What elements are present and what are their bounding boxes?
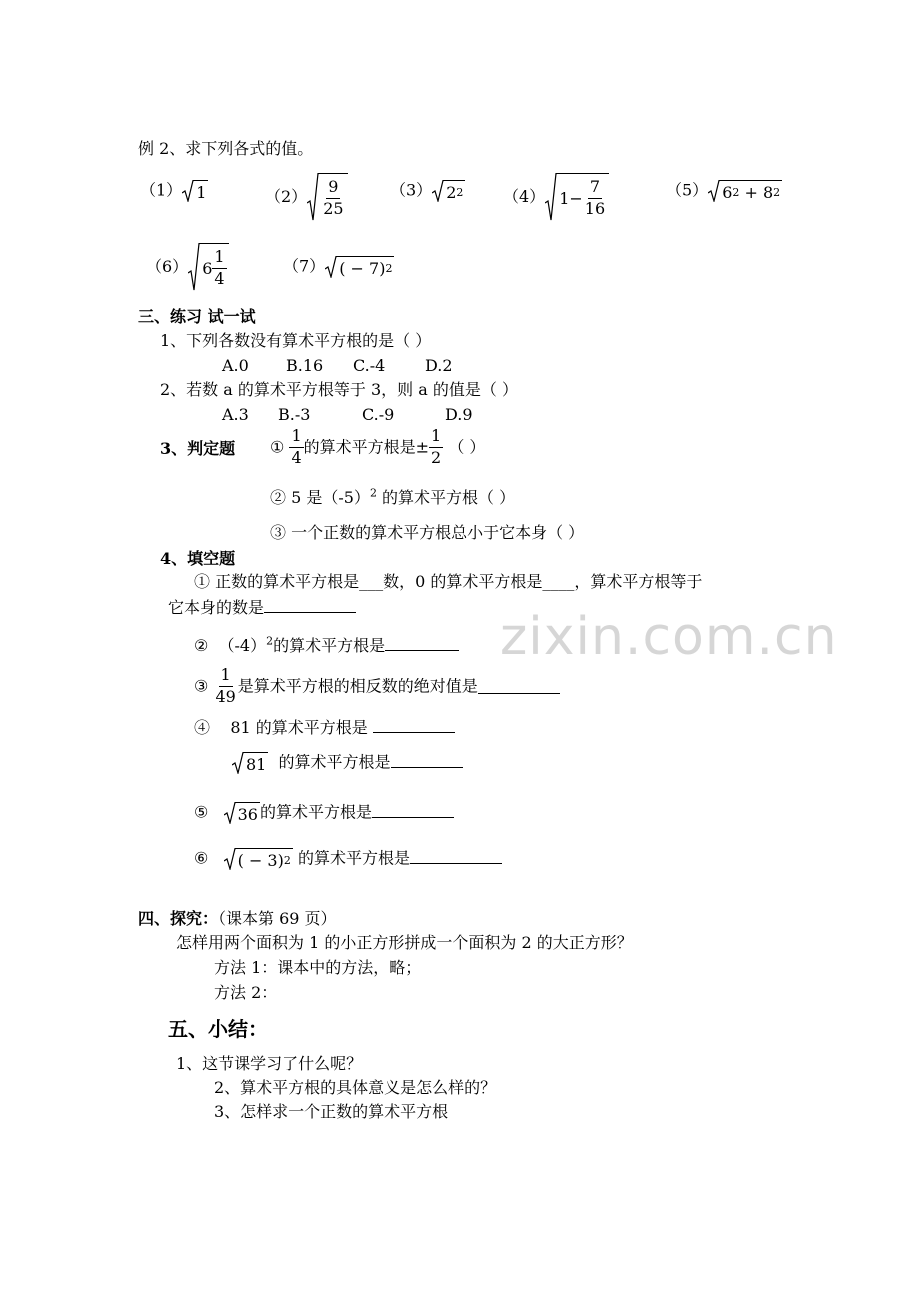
section4-heading: 四、探究： (138, 909, 219, 928)
radical: 6 2 + 8 2 (708, 180, 782, 202)
section4-method1: 方法 1：课本中的方法，略； (214, 958, 422, 977)
radical: 1 (182, 180, 208, 202)
item-label: （5） (666, 180, 709, 200)
q4-fill-5: ⑤ 36 的算术平方根是 (194, 802, 454, 824)
q1-text: 1、下列各数没有算术平方根的是（ ） (160, 331, 432, 350)
radical: 1− $\frac{7}{16}$ (545, 173, 609, 221)
summary-item-1: 1、这节课学习了什么呢？ (176, 1054, 363, 1073)
q4-fill-1-line2: 它本身的数是 (168, 598, 356, 616)
section4-heading-line (138, 911, 337, 927)
example-item-1 (140, 180, 208, 202)
q4-fill-4: ④ 81 的算术平方根是 (194, 718, 455, 736)
answer-blank[interactable] (410, 849, 502, 864)
example-item-5 (666, 180, 782, 202)
q2-text: 2、若数 a 的算术平方根等于 3，则 a 的值是（ ） (160, 380, 518, 399)
item-label: （7） (283, 256, 326, 276)
q2-option-d: D.9 (445, 405, 473, 424)
example-item-3 (390, 180, 465, 202)
section4-ref: （课本第 69 页） (218, 909, 337, 928)
fraction: $\frac{1}{2}$ (431, 426, 442, 467)
item-label: （3） (390, 180, 433, 200)
radical (307, 173, 347, 221)
summary-item-3: 3、怎样求一个正数的算术平方根 (214, 1102, 449, 1121)
section4-method2: 方法 2： (214, 983, 278, 1002)
example-title: 例 2、求下列各式的值。 (138, 139, 314, 158)
q2-option-c: C.-9 (362, 405, 395, 424)
section5-heading: 五、小结： (168, 1017, 268, 1041)
q1-option-c: C.-4 (353, 356, 386, 375)
q2-option-a: A.3 (222, 405, 249, 424)
answer-blank[interactable] (264, 598, 356, 613)
q3-statement-3: ③ 一个正数的算术平方根总小于它本身（ ） (270, 523, 585, 542)
q4-fill-6: ⑥ ( − 3) 2 的算术平方根是 (194, 848, 502, 870)
q3-statement-1: ① $\frac{1}{4}$ 的算术平方根是± $\frac{1}{2}$ （ ） (270, 426, 486, 467)
example-item-7 (283, 256, 394, 278)
radical: 36 (224, 802, 260, 824)
watermark: zixin.com.cn (500, 607, 838, 667)
answer-blank[interactable] (373, 718, 455, 733)
q1-option-d: D.2 (425, 356, 453, 375)
radical: ( − 3) 2 (224, 848, 293, 870)
summary-item-2: 2、算术平方根的具体意义是怎么样的？ (214, 1078, 497, 1097)
radical: 2 2 (432, 180, 465, 202)
q4-fill-3: ③ $\frac{1}{49}$ 是算术平方根的相反数的绝对值是 (194, 667, 560, 706)
answer-blank[interactable] (385, 636, 459, 651)
q3-heading: 3、判定题 (160, 439, 236, 458)
item-label: （2） (265, 187, 308, 206)
example-item-4 (503, 173, 609, 221)
radical: 6 $\frac{1}{4}$ (188, 243, 228, 291)
q3-statement-2: ② 5 是$(-5)^2$ 的算术平方根（ ） (270, 486, 516, 507)
radical: 81 (232, 752, 268, 774)
radical: ( − 7) 2 (325, 256, 394, 278)
q1-option-b: B.16 (286, 356, 324, 375)
fraction: $\frac{9}{25}$ (323, 177, 344, 218)
item-label: （4） (503, 187, 546, 206)
item-label: （6） (146, 257, 189, 276)
q4-heading: 4、填空题 (160, 549, 236, 568)
item-label: （1） (140, 180, 183, 200)
answer-blank[interactable] (478, 679, 560, 694)
fraction: $\frac{1}{49}$ (215, 665, 236, 706)
fraction: $\frac{1}{4}$ (214, 247, 225, 288)
section3-heading: 三、练习 试一试 (138, 307, 256, 326)
answer-blank[interactable] (372, 803, 454, 818)
q4-fill-1: ① 正数的算术平方根是___数，0 的算术平方根是____，算术平方根等于 (194, 572, 703, 591)
fraction: $\frac{7}{16}$ (584, 177, 606, 218)
section4-question: 怎样用两个面积为 1 的小正方形拼成一个面积为 2 的大正方形？ (176, 933, 633, 952)
q4-fill-2: ② $(-4)^2$的算术平方根是 (194, 636, 459, 654)
q2-option-b: B.-3 (278, 405, 311, 424)
answer-blank[interactable] (391, 753, 463, 768)
q1-option-a: A.0 (222, 356, 249, 375)
fraction: $\frac{1}{4}$ (291, 426, 302, 467)
q4-fill-4b: 81 的算术平方根是 (232, 752, 463, 774)
example-item-6 (146, 243, 229, 291)
example-item-2 (265, 173, 348, 221)
